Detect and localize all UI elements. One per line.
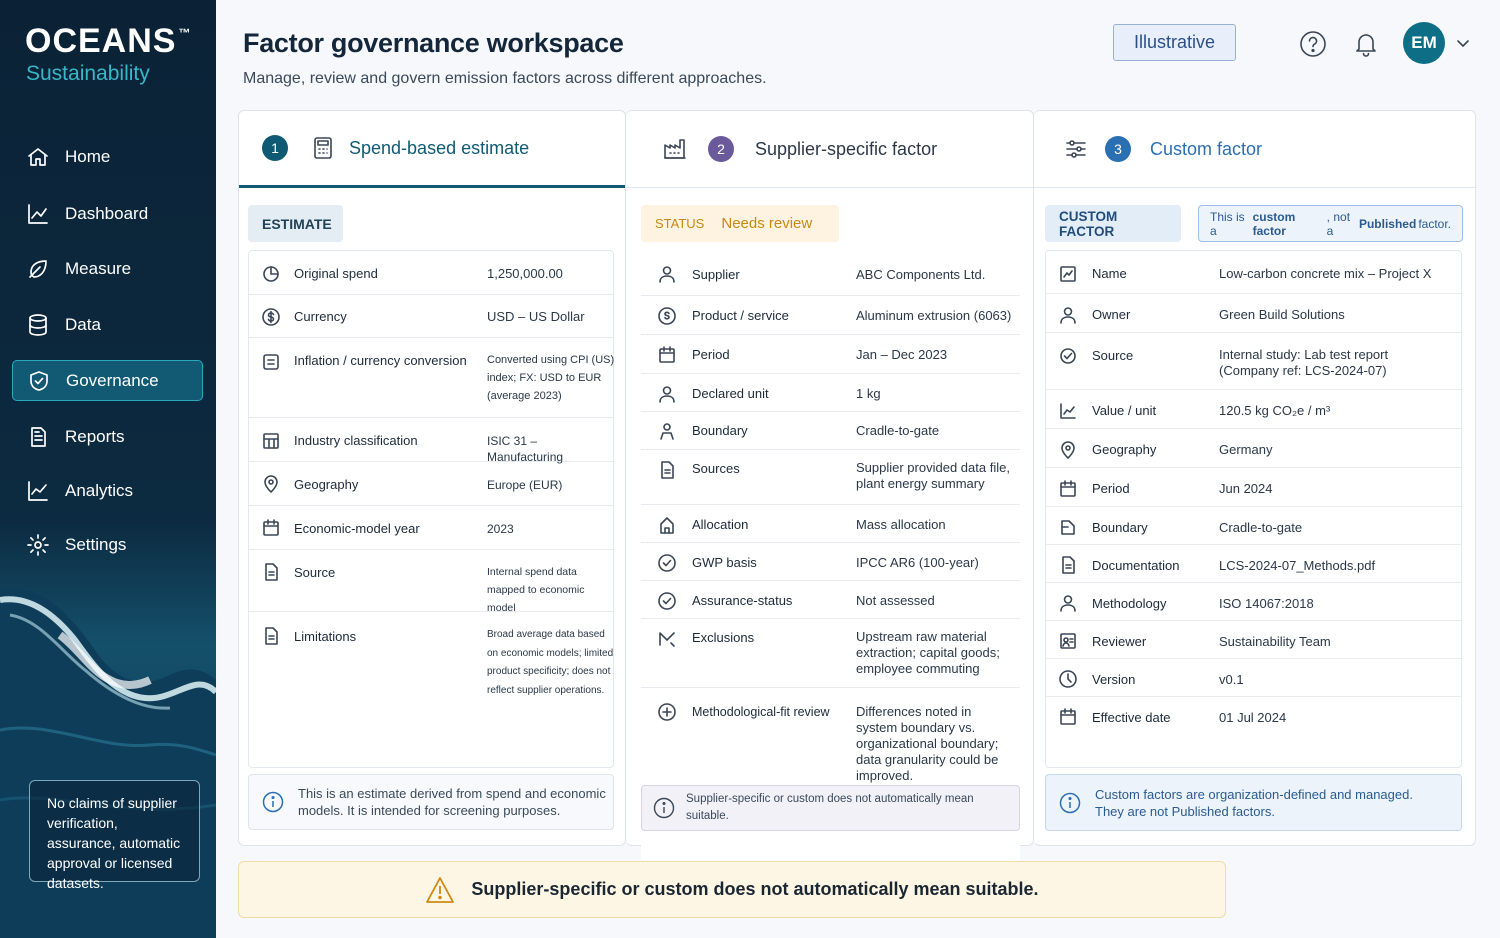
nav-item-measure[interactable] [12,248,203,289]
field-value: LCS-2024-07_Methods.pdf [1219,558,1376,573]
avatar[interactable]: EM [1403,22,1445,64]
field-value: v0.1 [1219,672,1244,687]
nav-label-settings: Settings [65,534,127,554]
field-label: Economic-model year [294,521,420,536]
field-label: Inflation / currency conversion [294,353,467,368]
spend-icon [261,264,281,284]
field-value: Sustainability Team [1219,634,1331,649]
field-row [1046,697,1461,736]
page-title: Factor governance workspace [243,28,624,58]
field-row [641,250,1020,296]
suitability-warning-banner [238,861,1226,918]
field-label: Original spend [294,266,378,281]
field-value: 1 kg [856,386,881,401]
field-label: Boundary [692,423,748,438]
gear-icon [26,533,50,557]
field-list [1045,250,1462,768]
reviewer-icon [1058,631,1078,651]
field-label: Limitations [294,629,357,644]
warning-icon [425,876,455,904]
card-title: Custom factor [1150,138,1263,159]
field-label: Period [692,347,730,362]
field-row [1046,545,1461,583]
field-label: Currency [294,309,347,324]
card-header-custom[interactable] [1034,111,1475,188]
nav-item-governance[interactable] [12,360,203,401]
info-box [641,785,1020,831]
field-row [249,550,613,612]
field-label: Version [1092,672,1136,687]
estimate-tag: ESTIMATE [248,205,343,242]
nav-item-data[interactable] [12,304,203,345]
status-label: STATUS [655,216,705,231]
field-value: 1,250,000.00 [487,266,563,281]
shield-icon [27,369,51,393]
note-emphasis: Published [1358,216,1417,231]
note-text: , not a [1326,209,1351,238]
nav-label-analytics: Analytics [65,480,134,500]
field-value: ISIC 31 – Manufacturing [487,434,564,464]
field-label: Effective date [1092,710,1171,725]
field-label: Geography [1092,442,1157,457]
nav-item-settings[interactable] [12,524,203,565]
info-icon [1059,792,1081,814]
chevron-down-icon[interactable] [1455,35,1471,51]
field-value: Europe (EUR) [487,478,563,492]
check-circle-icon [657,591,677,611]
field-row [1046,507,1461,545]
field-row [1046,390,1461,429]
field-row [1046,333,1461,390]
field-value: Converted using CPI (US) index; FX: USD to EUR (average 2023) [487,354,615,402]
calendar-icon [1058,479,1078,499]
field-label: Allocation [692,517,749,532]
field-value: IPCC AR6 (100-year) [856,555,979,570]
calendar-icon [657,345,677,365]
field-row [249,251,613,295]
field-value: USD – US Dollar [487,309,585,324]
boundary-icon [1058,517,1078,537]
field-value: 2023 [487,522,514,536]
field-value: Green Build Solutions [1219,307,1345,322]
field-row [249,462,613,506]
field-row [641,505,1020,543]
field-label: Supplier [692,267,740,282]
field-label: Industry classification [294,433,418,448]
measure-icon [26,257,50,281]
field-row [1046,583,1461,621]
custom-factor-note [1198,205,1463,242]
note-text: This is a [1210,209,1245,238]
step-number: 1 [262,135,288,161]
card-spend-based [238,110,626,846]
step-number: 3 [1105,136,1131,162]
field-value: ISO 14067:2018 [1219,596,1314,611]
nav-label-home: Home [65,146,111,166]
location-pin-icon [261,474,281,494]
nav-item-dashboard[interactable] [12,193,203,234]
boundary-icon [657,421,677,441]
home-icon [26,145,50,169]
field-label: Methodological-fit review [692,705,830,719]
field-row [641,296,1020,335]
nav-item-reports[interactable] [12,416,203,457]
nav-label-governance: Governance [66,370,159,390]
field-value: Differences noted in system boundary vs. organizational boundary; data granularity could be improved. [856,704,999,783]
info-icon [653,797,675,819]
field-row [641,450,1020,505]
bell-icon[interactable] [1352,30,1380,58]
illustrative-badge: Illustrative [1113,24,1236,61]
info-box [1045,774,1462,831]
field-row [249,338,613,418]
status-badge [641,205,839,242]
field-label: Source [294,565,336,580]
field-value: 120.5 kg CO₂e / m³ [1219,403,1331,418]
field-value: Germany [1219,442,1273,457]
field-row [249,506,613,550]
user-icon [657,264,677,284]
methodology-icon [1058,593,1078,613]
limitations-icon [261,626,281,646]
field-value: Cradle-to-gate [1219,520,1303,535]
custom-factor-tag: CUSTOM FACTOR [1045,205,1181,242]
source-check-icon [1058,346,1078,366]
field-label: Assurance-status [692,593,793,608]
field-label: Declared unit [692,386,769,401]
field-row [641,688,1020,783]
field-value: Internal study: Lab test report (Company ref: LCS-2024-07) [1219,347,1389,378]
card-supplier-specific [626,110,1034,846]
field-label: Value / unit [1092,403,1157,418]
name-icon [1058,264,1078,284]
nav-item-analytics[interactable] [12,470,203,511]
field-row [641,581,1020,619]
currency-icon [261,307,281,327]
step-number: 2 [708,136,734,162]
allocation-icon [657,515,677,535]
dashboard-icon [26,202,50,226]
field-value: Not assessed [856,593,935,608]
gwp-icon [657,553,677,573]
field-label: Period [1092,481,1130,496]
database-icon [26,313,50,337]
field-label: Name [1092,266,1127,281]
field-row [1046,294,1461,333]
info-text: Custom factors are organization-defined and managed. They are not Published factors. [1095,786,1413,819]
field-value: Broad average data based on economic models; limited product specificity; does not reflect supplier operations. [487,629,614,696]
help-icon[interactable] [1299,30,1327,58]
field-value: Upstream raw material extraction; capital goods; employee commuting [856,629,1000,676]
field-value: Cradle-to-gate [856,423,940,438]
sources-icon [657,460,677,480]
conversion-icon [261,352,281,372]
card-header-supplier[interactable] [626,111,1033,188]
info-icon [262,791,284,813]
field-value: 01 Jul 2024 [1219,710,1287,725]
document-icon [1058,555,1078,575]
report-icon [26,425,50,449]
field-value: Supplier provided data file, plant energy summary [856,460,1010,491]
field-label: Boundary [1092,520,1148,535]
field-list [641,250,1020,878]
field-label: Geography [294,477,359,492]
sidebar [0,0,216,938]
field-value: ABC Components Ltd. [856,267,986,282]
field-value: Aluminum extrusion (6063) [856,308,1012,323]
warning-text: Supplier-specific or custom does not automatically mean suitable. [471,879,1039,899]
nav-label-dashboard: Dashboard [65,203,149,223]
field-row [1046,429,1461,468]
industry-icon [261,431,281,451]
field-row [641,374,1020,412]
status-value: Needs review [721,215,813,232]
field-row [641,543,1020,581]
brand-name: OCEANS ™ [25,22,192,60]
card-title: Spend-based estimate [349,137,530,158]
field-row [1046,659,1461,697]
field-row [1046,621,1461,659]
field-value: Mass allocation [856,517,946,532]
exclusions-icon [657,629,677,649]
nav-item-home[interactable] [12,136,203,177]
field-label: Reviewer [1092,634,1147,649]
card-header-spend[interactable] [239,111,625,188]
calendar-icon [261,518,281,538]
sliders-icon [1064,137,1088,161]
field-label: Methodology [1092,596,1167,611]
card-custom-factor [1034,110,1476,846]
calendar-icon [1058,707,1078,727]
field-row [641,335,1020,374]
brand-subtitle: Sustainability [26,62,150,85]
note-text: factor. [1418,216,1451,231]
field-label: GWP basis [692,555,757,570]
field-list [248,250,614,768]
calculator-icon [311,136,335,160]
page-subtitle: Manage, review and govern emission factors across different approaches. [243,70,767,87]
field-row [249,295,613,338]
location-pin-icon [1058,440,1078,460]
field-row [249,418,613,462]
value-chart-icon [1058,401,1078,421]
field-label: Documentation [1092,558,1180,573]
field-label: Sources [692,461,740,476]
field-row [249,612,613,769]
info-text: Supplier-specific or custom does not automatically mean suitable. [686,793,974,822]
nav-label-data: Data [65,314,101,334]
nav-label-reports: Reports [65,426,125,446]
note-emphasis: custom factor [1252,209,1296,238]
field-value: Jan – Dec 2023 [856,347,948,362]
factory-icon [662,136,688,162]
nav-label-measure: Measure [65,258,132,278]
field-label: Product / service [692,308,789,323]
field-label: Owner [1092,307,1131,322]
version-icon [1058,669,1078,689]
field-row [1046,468,1461,507]
field-value: Jun 2024 [1219,481,1273,496]
unit-icon [657,384,677,404]
field-row [641,619,1020,688]
sidebar-disclaimer: No claims of supplier verification, assurance, automatic approval or licensed datasets. [29,780,200,882]
field-label: Exclusions [692,630,755,645]
analytics-icon [26,479,50,503]
field-row [1046,251,1461,294]
review-icon [657,702,677,722]
owner-icon [1058,305,1078,325]
product-icon [657,306,677,326]
field-label: Source [1092,348,1134,363]
info-text: This is an estimate derived from spend and economic models. It is intended for screening purposes. [298,786,606,818]
field-row [641,412,1020,450]
field-value: Internal spend data mapped to economic model [487,566,585,614]
field-value: Low-carbon concrete mix – Project X [1219,266,1432,281]
info-box [248,774,614,830]
card-title: Supplier-specific factor [755,138,938,159]
document-icon [261,562,281,582]
